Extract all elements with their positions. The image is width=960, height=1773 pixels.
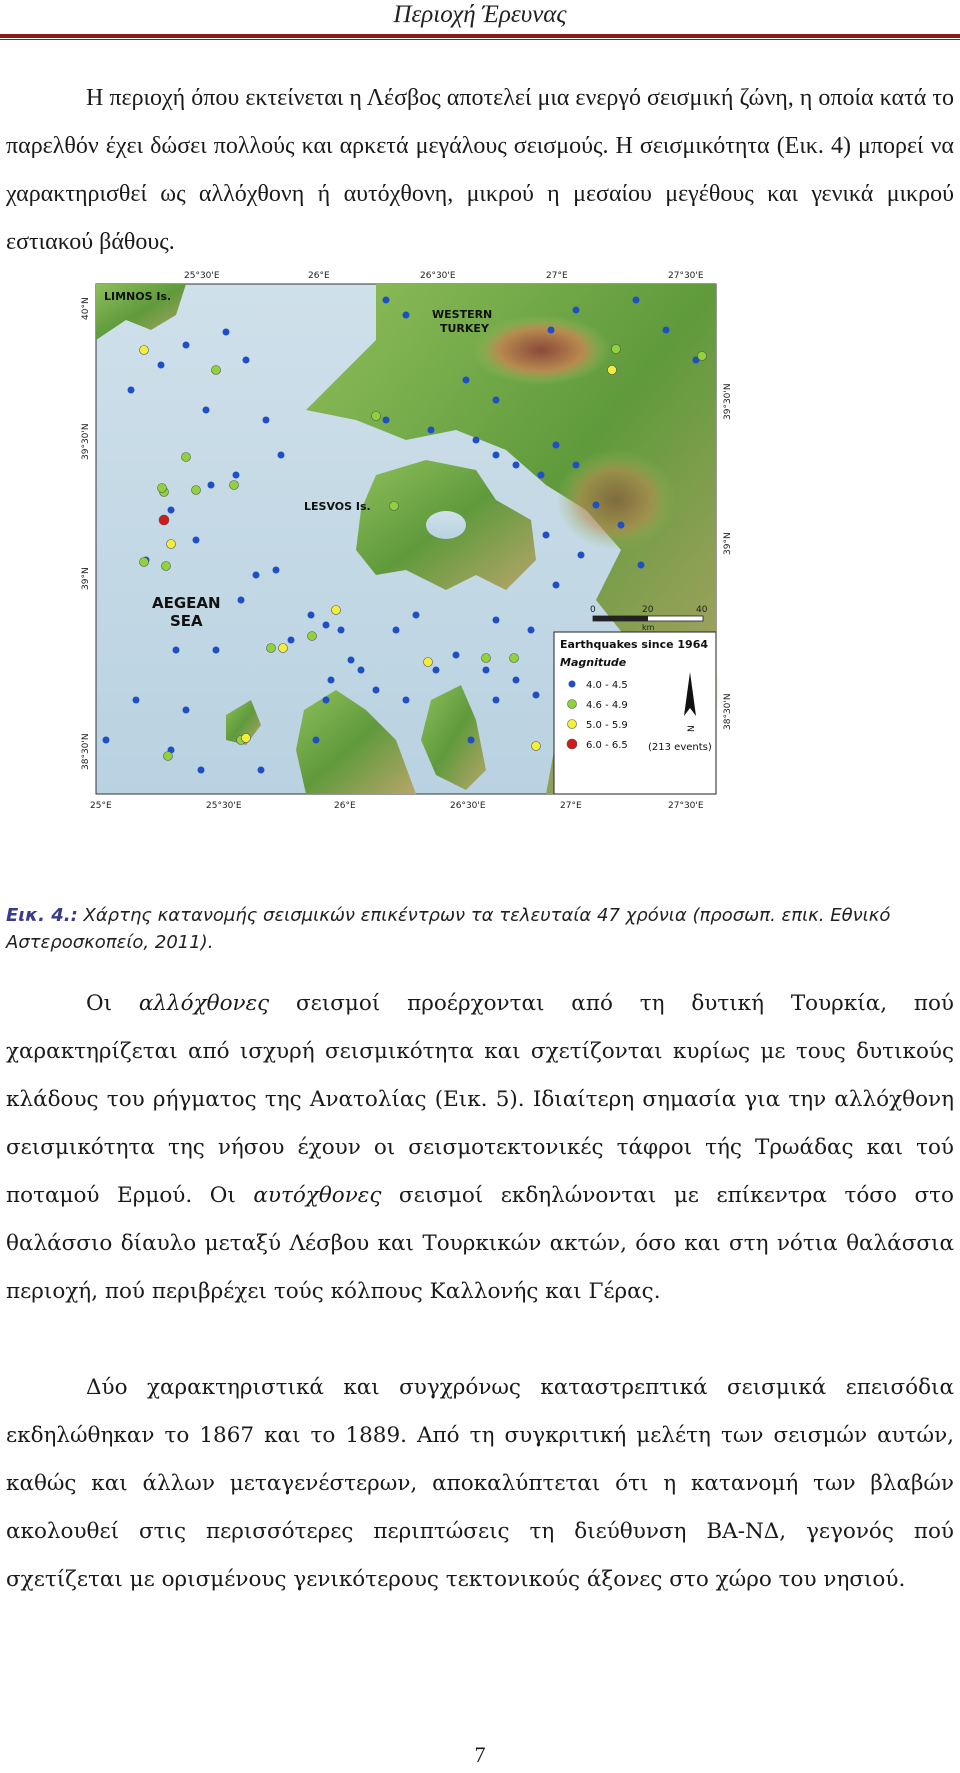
figure-caption: [6, 902, 954, 956]
seismicity-map: [76, 270, 822, 890]
legend-item-1: 4.0 - 4.5: [586, 680, 628, 691]
legend-subtitle: Magnitude: [560, 656, 627, 669]
legend-item-2: 4.6 - 4.9: [586, 700, 628, 711]
p2-em-allochthonous: αλλόχθονες: [138, 991, 270, 1016]
tick-right-3: 38°30'N: [723, 693, 733, 730]
figure-caption-text: Χάρτης κατανομής σεισμικών επικέντρων τα τελευταία 47 χρόνια (προσωπ. επικ. Εθνικό Αστεροσκοπείο, 2011).: [6, 905, 891, 953]
legend-title: Earthquakes since 1964: [560, 638, 709, 651]
p2-text-2: σεισμοί προέρχονται από τη δυτική Τουρκία, πού χαρακτηρίζεται από ισχυρή σεισμικότητα και σχετίζονται κυρίως με τους δυτικούς κλάδους του ρήγματος της Ανατολίας (Εικ. 5). Ιδιαίτερη σημασία για την αλλόχθονη σεισμικότητα της νήσου έχουν οι σεισμοτεκτονικές τάφροι τής Τρωάδας και τού ποταμού Ερμού. Οι: [6, 991, 955, 1208]
seismicity-map-figure: [76, 270, 822, 890]
tick-top-1: 25°30'E: [184, 271, 220, 281]
legend-events: (213 events): [648, 742, 712, 753]
scale-0: 0: [590, 605, 596, 615]
tick-top-2: 26°E: [308, 271, 330, 281]
legend-item-4: 6.0 - 6.5: [586, 740, 628, 751]
tick-right-2: 39°N: [723, 532, 733, 555]
scale-unit: km: [642, 623, 655, 632]
tick-left-4: 38°30'N: [81, 733, 91, 770]
figure-caption-number: Εικ. 4.:: [6, 905, 78, 926]
p2-text-1: Οι: [86, 991, 139, 1016]
tick-bottom-6: 27°30'E: [668, 801, 704, 811]
p2-em-autochthonous: αυτόχθονες: [253, 1183, 382, 1208]
paragraph-allochthonous-seismicity: [6, 980, 954, 1316]
tick-left-3: 39°N: [81, 567, 91, 590]
page-header-title: Περιοχή Έρευνας: [393, 1, 567, 28]
label-lesvos: LESVOS Is.: [304, 500, 371, 513]
tick-bottom-5: 27°E: [560, 801, 582, 811]
legend-item-3: 5.0 - 5.9: [586, 720, 628, 731]
header-rule-thin: [0, 39, 960, 40]
tick-bottom-4: 26°30'E: [450, 801, 486, 811]
tick-right-1: 39°30'N: [723, 383, 733, 420]
scale-40: 40: [696, 605, 708, 615]
tick-top-4: 27°E: [546, 271, 568, 281]
north-label: N: [687, 725, 697, 732]
tick-left-1: 40°N: [81, 297, 91, 320]
page-number: 7: [474, 1742, 486, 1767]
tick-bottom-2: 25°30'E: [206, 801, 242, 811]
header-rule: [0, 34, 960, 38]
label-limnos: LIMNOS Is.: [104, 290, 172, 303]
event-red: [159, 515, 169, 525]
label-western-turkey-2: TURKEY: [440, 322, 489, 335]
tick-left-2: 39°30'N: [81, 423, 91, 460]
paragraph-seismicity-intro: Η περιοχή όπου εκτείνεται η Λέσβος αποτελεί μια ενεργό σεισμική ζώνη, η οποία κατά το παρελθόν έχει δώσει πολλούς και αρκετά μεγάλους σεισμούς. Η σεισμικότητα (Εικ. 4) μπορεί να χαρακτηρισθεί ως αλλόχθονη ή αυτόχθονη, μικρού η μεσαίου μεγέθους και γενικά μικρού εστιακού βάθους.: [6, 85, 954, 255]
label-aegean-1: AEGEAN: [152, 594, 221, 612]
map-legend: [554, 632, 716, 794]
tick-top-3: 26°30'E: [420, 271, 456, 281]
p2-text-3: σεισμοί εκδηλώνονται με επίκεντρα τόσο στο θαλάσσιο δίαυλο μεταξύ Λέσβου και Τουρκικών ακτών, όσο και στη νότια θαλάσσια περιοχή, πού περιβρέχει τούς κόλπους Καλλονής και Γέρας.: [6, 1183, 954, 1304]
tick-top-5: 27°30'E: [668, 271, 704, 281]
scale-20: 20: [642, 605, 654, 615]
tick-bottom-1: 25°E: [90, 801, 112, 811]
tick-bottom-3: 26°E: [334, 801, 356, 811]
label-aegean-2: SEA: [170, 612, 203, 630]
label-western-turkey-1: WESTERN: [432, 308, 493, 321]
paragraph-historic-earthquakes: Δύο χαρακτηριστικά και συγχρόνως καταστρεπτικά σεισμικά επεισόδια εκδηλώθηκαν το 1867 και το 1889. Από τη συγκριτική μελέτη των σεισμών αυτών, καθώς και άλλων μεταγενέστερων, αποκαλύπτεται ότι η κατανομή των βλαβών ακολουθεί στις περισσότερες περιπτώσεις τη διεύθυνση ΒΑ-ΝΔ, γεγονός πού σχετίζεται με ορισμένους γενικότερους τεκτονικούς άξονες στο χώρο του νησιού.: [6, 1375, 954, 1592]
